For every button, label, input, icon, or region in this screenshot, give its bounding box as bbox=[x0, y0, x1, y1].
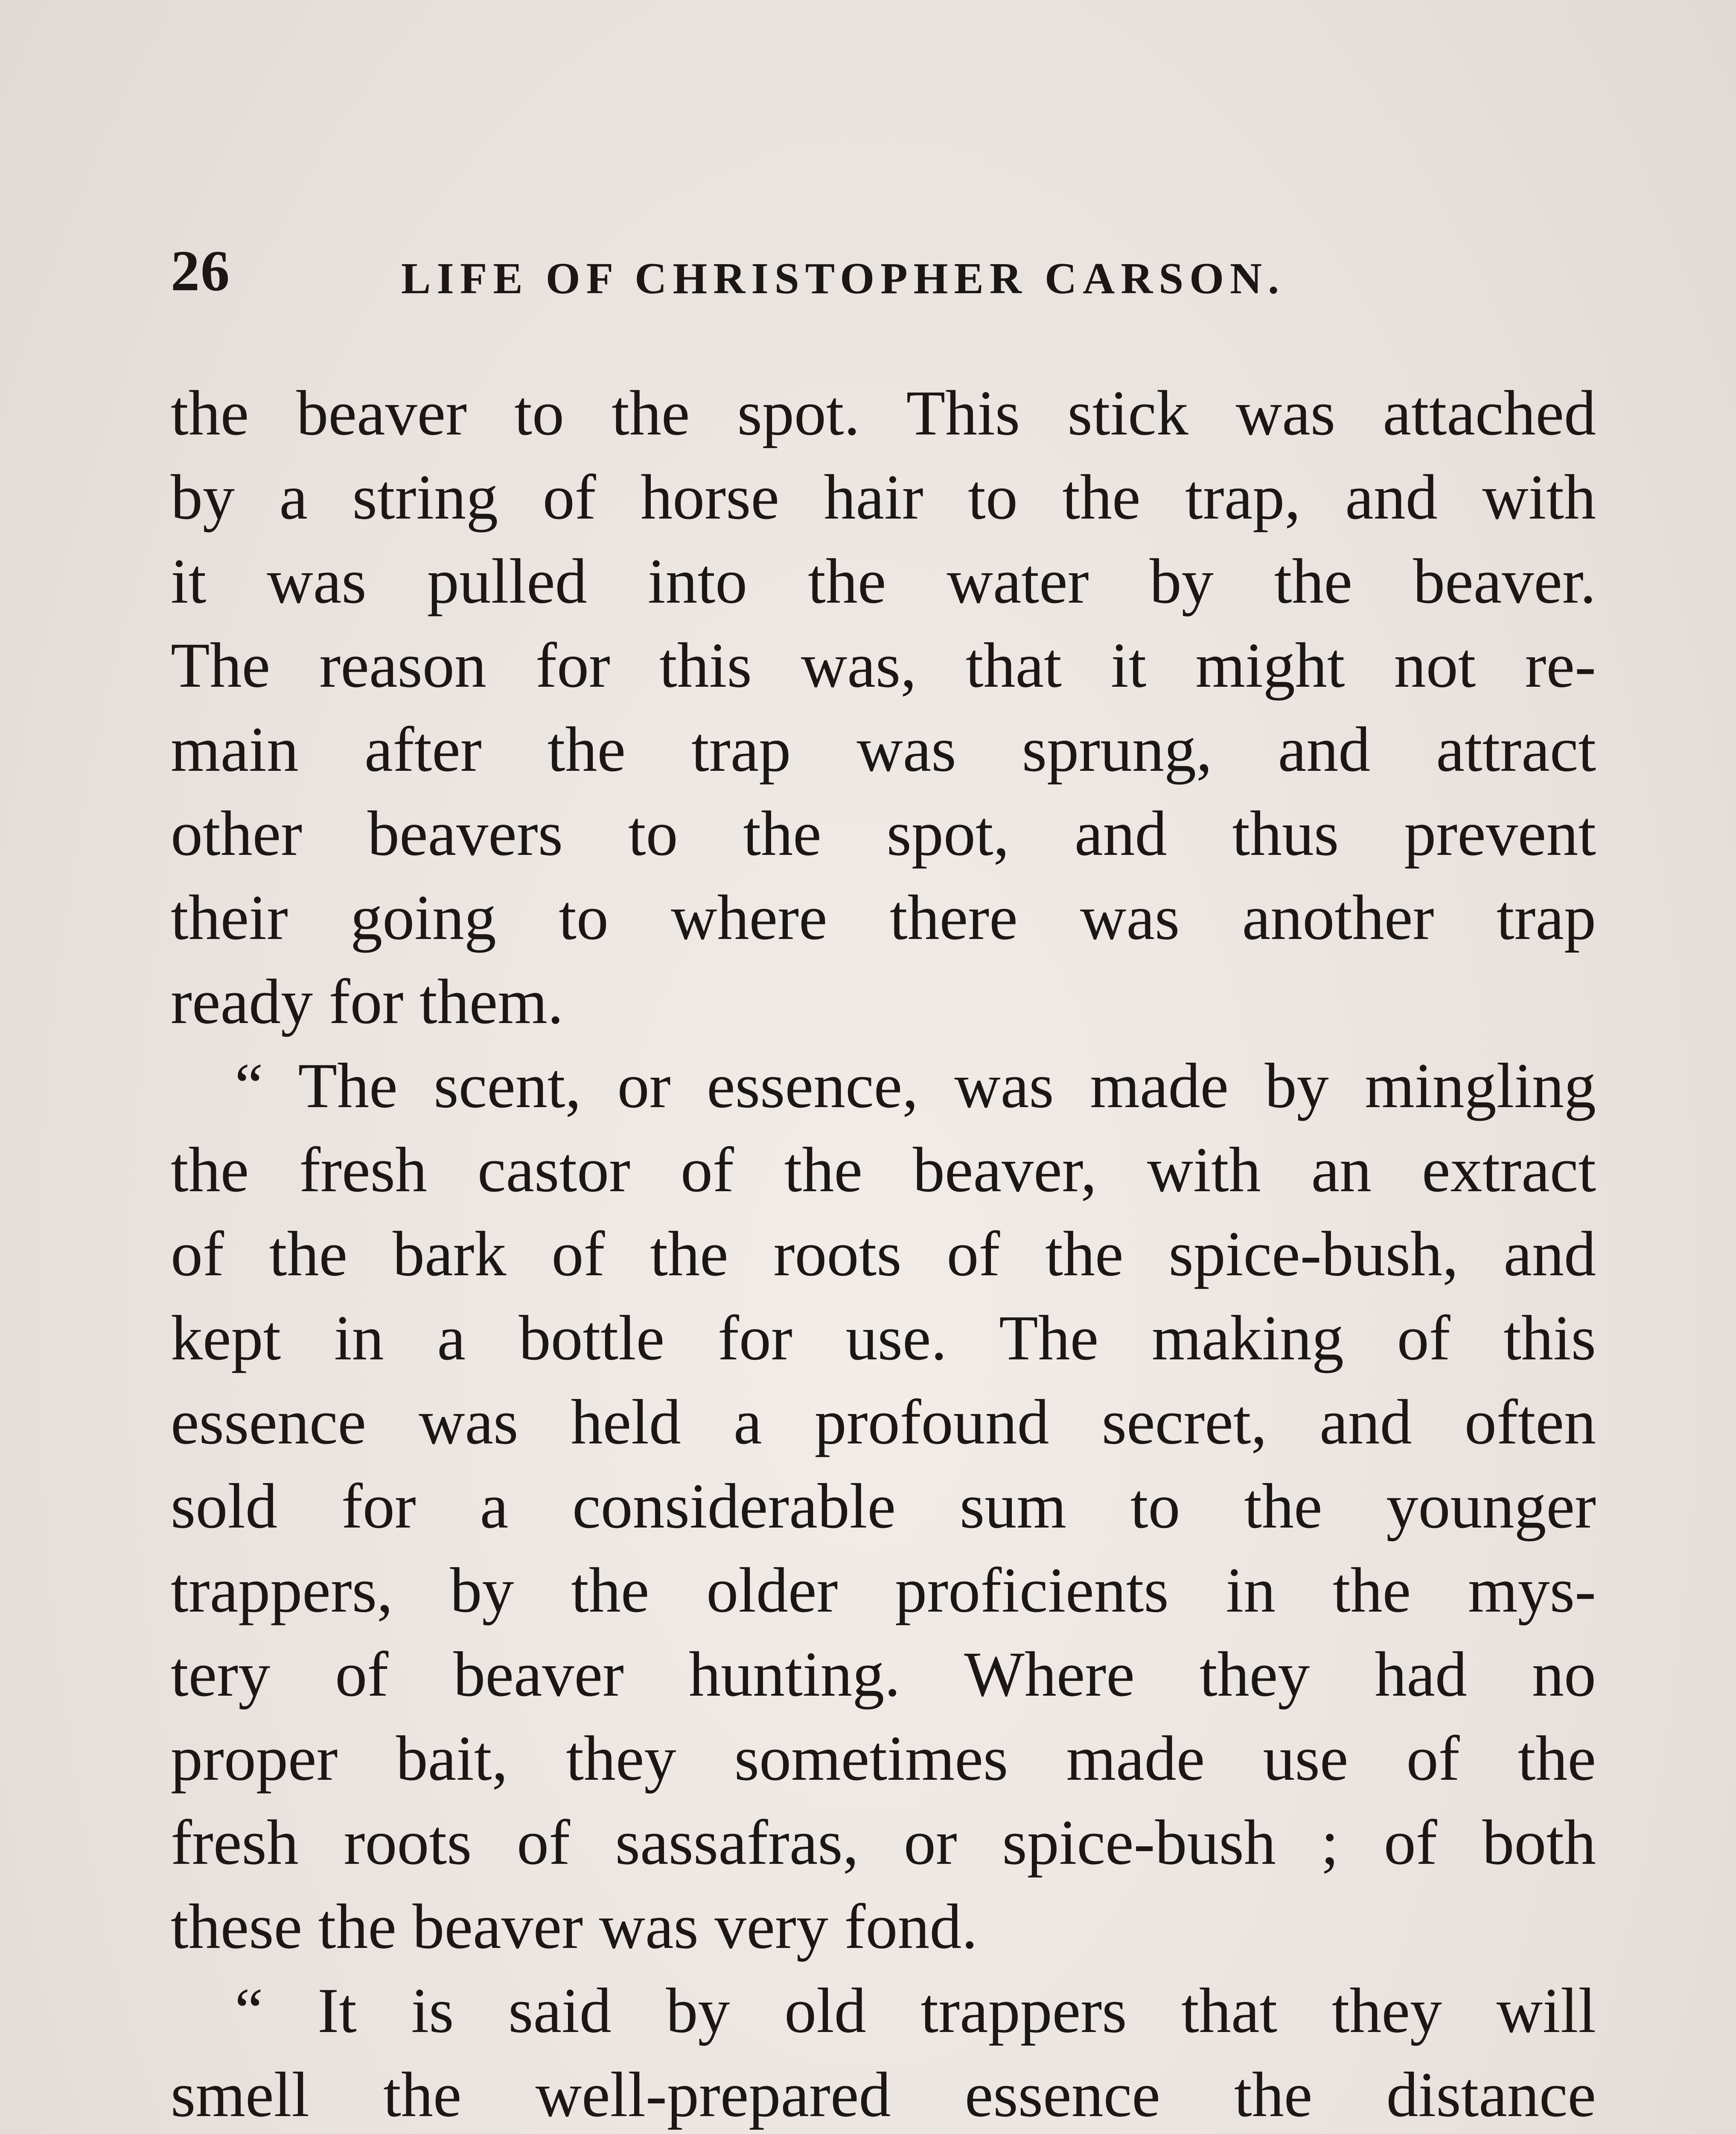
text-line: smell the well-prepared essence the distance bbox=[171, 2059, 1596, 2130]
page-number: 26 bbox=[171, 239, 230, 303]
text-line: the fresh castor of the beaver, with an extract bbox=[171, 1134, 1596, 1205]
text-line: the beaver to the spot. This stick was attached bbox=[171, 378, 1596, 449]
text-line: by a string of horse hair to the trap, and with bbox=[171, 462, 1596, 533]
running-head: LIFE OF CHRISTOPHER CARSON. bbox=[401, 254, 1285, 303]
body-text bbox=[171, 371, 1596, 2134]
text-line: “ It is said by old trappers that they will bbox=[235, 1975, 1596, 2046]
text-line: main after the trap was sprung, and attract bbox=[171, 714, 1596, 785]
page-header bbox=[171, 239, 1596, 303]
text-line: ready for them. bbox=[171, 966, 564, 1037]
text-line: trappers, by the older proficients in the mys- bbox=[171, 1555, 1596, 1626]
text-line: essence was held a profound secret, and often bbox=[171, 1387, 1596, 1458]
text-line: other beavers to the spot, and thus prevent bbox=[171, 798, 1596, 869]
text-line: proper bait, they sometimes made use of the bbox=[171, 1723, 1596, 1794]
text-line: of the bark of the roots of the spice-bush, and bbox=[171, 1219, 1596, 1289]
text-line: it was pulled into the water by the beaver. bbox=[171, 546, 1596, 617]
text-line: fresh roots of sassafras, or spice-bush ; of both bbox=[171, 1807, 1596, 1878]
text-line: “ The scent, or essence, was made by mingling bbox=[235, 1050, 1596, 1121]
text-line: kept in a bottle for use. The making of this bbox=[171, 1303, 1596, 1373]
text-line: The reason for this was, that it might not re- bbox=[171, 630, 1596, 701]
text-line: tery of beaver hunting. Where they had no bbox=[171, 1639, 1596, 1710]
text-line: sold for a considerable sum to the younger bbox=[171, 1471, 1596, 1542]
text-line: these the beaver was very fond. bbox=[171, 1891, 978, 1962]
text-line: their going to where there was another trap bbox=[171, 882, 1596, 953]
